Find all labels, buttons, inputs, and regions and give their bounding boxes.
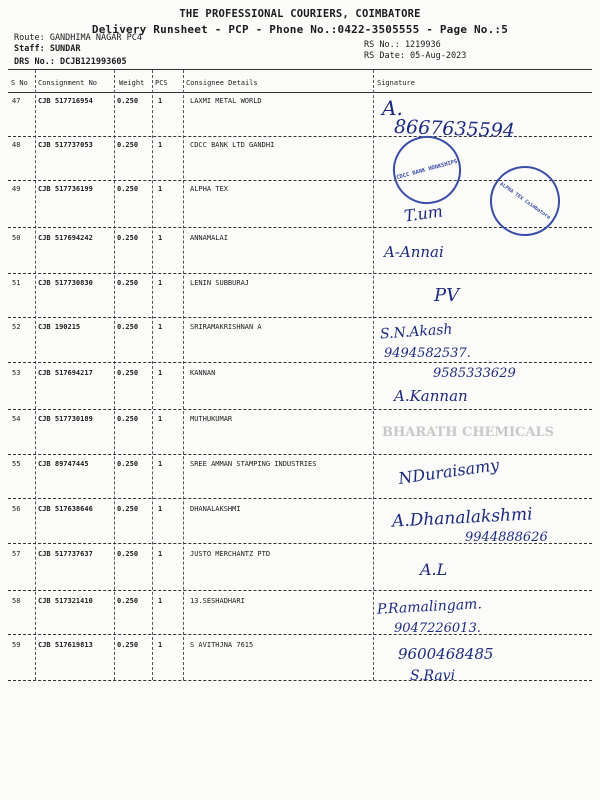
row-divider bbox=[8, 634, 592, 635]
company-title: THE PROFESSIONAL COURIERS, COIMBATORE bbox=[179, 8, 421, 20]
row-pcs: 1 bbox=[158, 141, 163, 149]
table-row bbox=[0, 323, 600, 366]
row-consignment: CJB 517737053 bbox=[38, 141, 93, 149]
row-weight: 0.250 bbox=[117, 369, 139, 377]
row-consignment: CJB 517694217 bbox=[38, 369, 93, 377]
row-pcs: 1 bbox=[158, 505, 163, 513]
row-consignment: CJB 89747445 bbox=[38, 460, 89, 468]
row-pcs: 1 bbox=[158, 641, 163, 649]
staff-label: Staff: SUNDAR bbox=[14, 44, 81, 54]
header-bottom-border bbox=[8, 92, 592, 93]
row-consignee: LENIN SUBBURAJ bbox=[190, 279, 250, 287]
row-consignment: CJB 517730189 bbox=[38, 415, 93, 423]
col-header-weight: Weight bbox=[119, 79, 145, 87]
col-header-consignment: Consignment No bbox=[38, 79, 98, 87]
row-consignment: CJB 517321410 bbox=[38, 597, 93, 605]
row-consignee: 13.SESHADHARI bbox=[190, 597, 245, 605]
row-consignee: CDCC BANK LTD GANDHI bbox=[190, 141, 275, 149]
row-weight: 0.250 bbox=[117, 323, 139, 331]
row-divider bbox=[8, 362, 592, 363]
row-consignee: JUSTO MERCHANTZ PTD bbox=[190, 550, 271, 558]
phone-59: 9600468485 bbox=[398, 645, 494, 663]
table-row bbox=[0, 460, 600, 503]
row-consignment: CJB 517736199 bbox=[38, 185, 93, 193]
row-sno: 55 bbox=[12, 460, 21, 468]
table-row bbox=[0, 641, 600, 684]
phone-53: 9585333629 bbox=[433, 366, 516, 381]
rs-date: RS Date: 05-Aug-2023 bbox=[364, 51, 467, 61]
row-sno: 47 bbox=[12, 97, 21, 105]
row-consignee: ANNAMALAI bbox=[190, 234, 228, 242]
row-weight: 0.250 bbox=[117, 641, 139, 649]
row-consignee: MUTHUKUMAR bbox=[190, 415, 233, 423]
row-pcs: 1 bbox=[158, 279, 163, 287]
row-weight: 0.250 bbox=[117, 415, 139, 423]
row-consignee: DHANALAKSHMI bbox=[190, 505, 241, 513]
row-divider bbox=[8, 454, 592, 455]
row-consignee: SRIRAMAKRISHNAN A bbox=[190, 323, 262, 331]
row-consignment: CJB 517716954 bbox=[38, 97, 93, 105]
row-weight: 0.250 bbox=[117, 550, 139, 558]
row-sno: 52 bbox=[12, 323, 21, 331]
row-weight: 0.250 bbox=[117, 141, 139, 149]
signature-58: P.Ramalingam. bbox=[376, 596, 483, 618]
row-sno: 50 bbox=[12, 234, 21, 242]
row-pcs: 1 bbox=[158, 460, 163, 468]
row-sno: 59 bbox=[12, 641, 21, 649]
row-divider bbox=[8, 680, 592, 681]
faint-stamp-54: BHARATH CHEMICALS bbox=[382, 425, 554, 440]
signature-55: NDuraisamy bbox=[397, 455, 501, 488]
phone-58: 9047226013. bbox=[394, 621, 481, 636]
row-sno: 53 bbox=[12, 369, 21, 377]
row-pcs: 1 bbox=[158, 234, 163, 242]
phone-56: 9944888626 bbox=[465, 530, 548, 545]
drs-number: DRS No.: DCJB121993605 bbox=[14, 57, 127, 67]
row-pcs: 1 bbox=[158, 550, 163, 558]
signature-53: A.Kannan bbox=[394, 387, 468, 405]
row-pcs: 1 bbox=[158, 415, 163, 423]
signature-56: A.Dhanalakshmi bbox=[391, 504, 534, 532]
route-label: Route: GANDHIMA NAGAR PC4 bbox=[14, 33, 142, 43]
row-weight: 0.250 bbox=[117, 185, 139, 193]
row-sno: 58 bbox=[12, 597, 21, 605]
row-consignment: CJB 517694242 bbox=[38, 234, 93, 242]
row-divider bbox=[8, 590, 592, 591]
stamp-48: CDCC BANK HONKSHIPS bbox=[385, 128, 468, 211]
row-weight: 0.250 bbox=[117, 597, 139, 605]
signature-50: A-Annai bbox=[384, 243, 444, 261]
phone-47: 8667635594 bbox=[393, 115, 516, 143]
row-pcs: 1 bbox=[158, 97, 163, 105]
row-weight: 0.250 bbox=[117, 97, 139, 105]
col-header-sno: S No bbox=[11, 79, 28, 87]
signature-49: T.um bbox=[402, 201, 445, 226]
row-weight: 0.250 bbox=[117, 460, 139, 468]
col-header-signature: Signature bbox=[377, 79, 415, 87]
col-header-consignee: Consignee Details bbox=[186, 79, 258, 87]
row-sno: 51 bbox=[12, 279, 21, 287]
row-consignee: SREE AMMAN STAMPING INDUSTRIES bbox=[190, 460, 317, 468]
row-consignee: KANNAN bbox=[190, 369, 216, 377]
row-divider bbox=[8, 317, 592, 318]
signature-51: PV bbox=[434, 285, 460, 306]
row-sno: 48 bbox=[12, 141, 21, 149]
row-consignment: CJB 517619813 bbox=[38, 641, 93, 649]
row-consignment: CJB 517730830 bbox=[38, 279, 93, 287]
signature-59: S.Ravi bbox=[410, 668, 456, 684]
signature-47: A. bbox=[382, 96, 403, 120]
row-consignee: ALPHA TEX bbox=[190, 185, 228, 193]
table-top-border bbox=[8, 69, 592, 70]
row-sno: 49 bbox=[12, 185, 21, 193]
row-consignee: S AVITHJNA 7615 bbox=[190, 641, 254, 649]
row-pcs: 1 bbox=[158, 323, 163, 331]
table-row bbox=[0, 234, 600, 277]
runsheet-subtitle: Delivery Runsheet - PCP - Phone No.:0422-3505555 - Page No.:5 bbox=[91, 23, 509, 36]
phone-52: 9494582537. bbox=[384, 346, 471, 361]
row-sno: 57 bbox=[12, 550, 21, 558]
rs-number: RS No.: 1219936 bbox=[364, 40, 441, 50]
signature-57: A.L bbox=[420, 560, 448, 579]
row-weight: 0.250 bbox=[117, 234, 139, 242]
row-consignment: CJB 190215 bbox=[38, 323, 81, 331]
row-divider bbox=[8, 498, 592, 499]
row-consignment: CJB 517638646 bbox=[38, 505, 93, 513]
row-weight: 0.250 bbox=[117, 505, 139, 513]
row-consignment: CJB 517737637 bbox=[38, 550, 93, 558]
row-pcs: 1 bbox=[158, 185, 163, 193]
row-divider bbox=[8, 273, 592, 274]
row-sno: 56 bbox=[12, 505, 21, 513]
row-pcs: 1 bbox=[158, 597, 163, 605]
row-pcs: 1 bbox=[158, 369, 163, 377]
row-weight: 0.250 bbox=[117, 279, 139, 287]
row-divider bbox=[8, 409, 592, 410]
stamp-49: ALPHA TEX Coimbatore bbox=[476, 152, 573, 249]
row-consignee: LAXMI METAL WORLD bbox=[190, 97, 262, 105]
col-header-pcs: PCS bbox=[155, 79, 168, 87]
table-row bbox=[0, 550, 600, 593]
table-row bbox=[0, 279, 600, 322]
row-sno: 54 bbox=[12, 415, 21, 423]
signature-52: S.N.Akash bbox=[379, 321, 453, 343]
